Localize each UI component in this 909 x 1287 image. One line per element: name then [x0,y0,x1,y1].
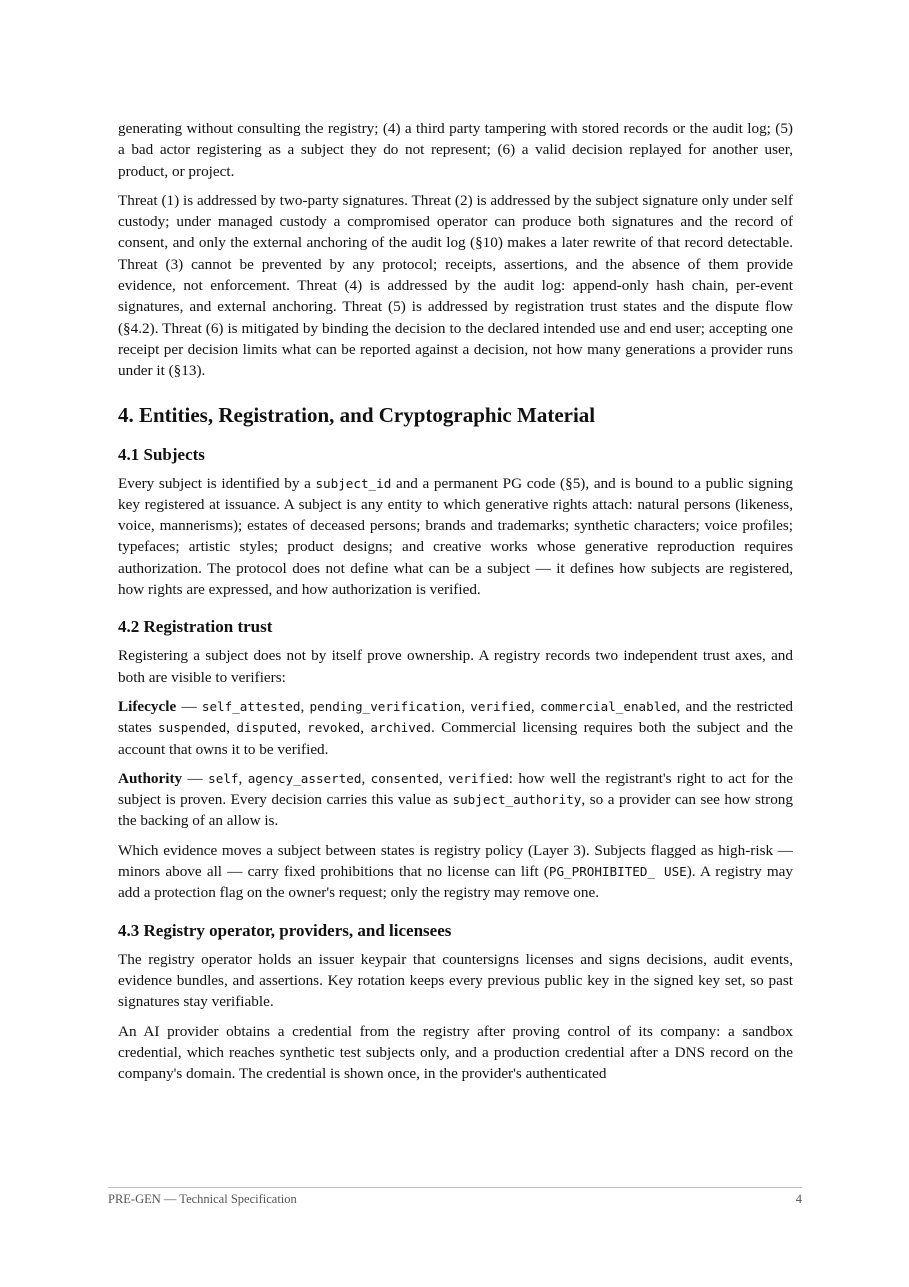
term-authority: Authority [118,769,183,787]
term-lifecycle: Lifecycle [118,697,177,715]
paragraph-authority: Authority — self, agency_asserted, consented, verified: how well the registrant's right to act for the subject is proven. Every decision carries this value as subject_authority, so a provider can see how strong the backing of an allow is. [118,769,794,830]
subsection-heading-4-1: 4.1 Subjects [118,444,205,464]
footer-document-title: PRE-GEN — Technical Specification [108,1192,297,1206]
page-content [118,118,793,1092]
paragraph-ai-provider: An AI provider obtains a credential from the registry after proving control of its company: a sandbox credential, which reaches synthetic test subjects only, and a production credential after a DNS record on the company's domain. The credential is shown once, in the provider's authenticated [118,1022,793,1083]
subsection-heading-4-2: 4.2 Registration trust [118,617,273,637]
paragraph-lifecycle: Lifecycle — self_attested, pending_verification, verified, commercial_enabled, and the restricted states suspended, disputed, revoked, archived. Commercial licensing requires both the subject and the account that owns it to be verified. [118,697,794,758]
footer-divider [108,1187,802,1188]
section-heading-4: 4. Entities, Registration, and Cryptographic Material [118,402,596,427]
footer-page-number: 4 [795,1192,802,1206]
paragraph-registration-intro: Registering a subject does not by itself prove ownership. A registry records two independent trust axes, and both are visible to verifiers: [118,647,793,686]
code-prohibited-use: PG_PROHIBITED_ USE [548,864,687,880]
paragraph-threat-list: generating without consulting the registry; (4) a third party tampering with stored records or the audit log; (5) a bad actor registering as a subject they do not represent; (6) a valid decision replayed for another user, product, or project. [118,120,793,180]
paragraph-threat-mitigations: Threat (1) is addressed by two-party signatures. Threat (2) is addressed by the subject signature only under self custody; under managed custody a compromised operator can produce both signatures and the record of consent, and only the external anchoring of the audit log (§10) makes a later rewrite of that record detectable. Threat (3) cannot be prevented by any protocol; receipts, assertions, and the absence of them provide evidence, not enforcement. Threat (4) is addressed by the audit log: append-only hash chain, per-event signatures, and external anchoring. Threat (5) is addressed by registration trust states and the dispute flow (§4.2). Threat (6) is mitigated by binding the decision to the declared intended use and end user; accepting one receipt per decision limits what can be reported against a decision, not how many generations a provider runs under it (§13). [118,191,793,380]
code-subject-id: subject_id [315,475,392,491]
paragraph-registry-policy: Which evidence moves a subject between states is registry policy (Layer 3). Subjects flagged as high-risk — minors above all — carry fixed prohibitions that no license can lift (PG_PROHIBITED_ USE). A registry may add a protection flag on the owner's request; only the registry may remove one. [118,841,794,902]
paragraph-subjects: Every subject is identified by a subject_id and a permanent PG code (§5), and is bound to a public signing key registered at issuance. A subject is any entity to which generative rights attach: natural persons (likeness, voice, mannerisms); estates of deceased persons; brands and trademarks; synthetic characters; voice profiles; typefaces; artistic styles; product designs; and creative works whose generative reproduction requires authorization. The protocol does not define what can be a subject — it defines how subjects are registered, how rights are expressed, and how authorization is verified. [118,474,793,599]
subsection-heading-4-3: 4.3 Registry operator, providers, and licensees [118,920,452,940]
paragraph-registry-operator: The registry operator holds an issuer keypair that countersigns licenses and signs decisions, audit events, evidence bundles, and assertions. Key rotation keeps every previous public key in the signed key set, so past signatures stay verifiable. [118,950,793,1011]
